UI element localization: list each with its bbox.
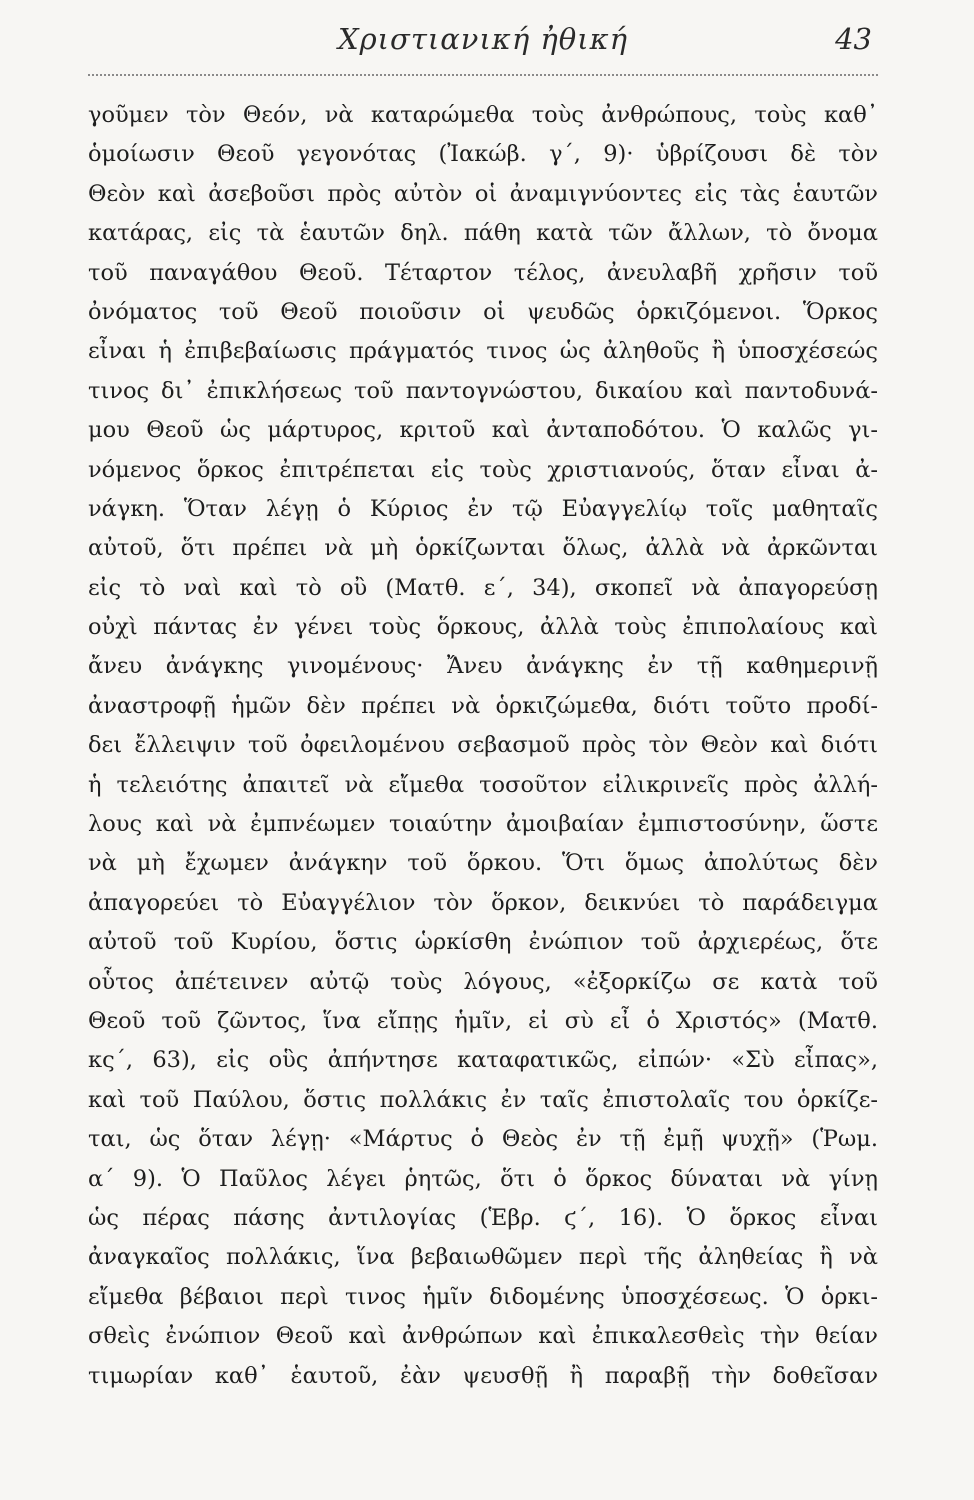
text-line: οὐχὶ πάντας ἐν γένει τοὺς ὅρκους, ἀλλὰ τοὺς ἐπιπολαίους καὶ <box>88 614 878 641</box>
text-line: ἀναστροφῇ ἡμῶν δὲν πρέπει νὰ ὁρκιζώμεθα, διότι τοῦτο προδί- <box>88 692 878 719</box>
text-line: εἰς τὸ ναὶ καὶ τὸ οὒ (Ματθ. ε΄, 34), σκοπεῖ νὰ ἀπαγορεύσῃ <box>88 574 878 601</box>
text-line: ἄνευ ἀνάγκης γινομένους· Ἄνευ ἀνάγκης ἐν τῇ καθημερινῇ <box>88 653 878 680</box>
text-line: ὀνόματος τοῦ Θεοῦ ποιοῦσιν οἱ ψευδῶς ὁρκιζόμενοι. Ὅρκος <box>88 298 878 325</box>
text-line: οὗτος ἀπέτεινεν αὐτῷ τοὺς λόγους, «ἐξορκίζω σε κατὰ τοῦ <box>88 968 878 995</box>
text-line: εἶναι ἡ ἐπιβεβαίωσις πράγματός τινος ὡς ἀληθοῦς ἢ ὑποσχέσεώς <box>88 338 878 365</box>
text-line: ἡ τελειότης ἀπαιτεῖ νὰ εἴμεθα τοσοῦτον εἰλικρινεῖς πρὸς ἀλλή- <box>88 771 878 798</box>
text-line: μου Θεοῦ ὡς μάρτυρος, κριτοῦ καὶ ἀνταποδότου. Ὁ καλῶς γι- <box>88 417 878 444</box>
text-line: ἀναγκαῖος πολλάκις, ἵνα βεβαιωθῶμεν περὶ τῆς ἀληθείας ἢ νὰ <box>88 1244 878 1271</box>
text-line: λους καὶ νὰ ἐμπνέωμεν τοιαύτην ἀμοιβαίαν ἐμπιστοσύνην, ὥστε <box>88 811 878 838</box>
text-line: κατάρας, εἰς τὰ ἑαυτῶν δηλ. πάθη κατὰ τῶν ἄλλων, τὸ ὄνομα <box>88 220 878 247</box>
text-line: Θεὸν καὶ ἀσεβοῦσι πρὸς αὐτὸν οἱ ἀναμιγνύοντες εἰς τὰς ἑαυτῶν <box>88 180 878 207</box>
body-text <box>88 96 878 1396</box>
text-line: α΄ 9). Ὁ Παῦλος λέγει ῥητῶς, ὅτι ὁ ὅρκος δύναται νὰ γίνῃ <box>88 1165 878 1192</box>
text-line: αὐτοῦ τοῦ Κυρίου, ὅστις ὡρκίσθη ἐνώπιον τοῦ ἀρχιερέως, ὅτε <box>88 929 878 956</box>
text-line: νόμενος ὅρκος ἐπιτρέπεται εἰς τοὺς χριστιανούς, ὅταν εἶναι ἀ- <box>88 456 878 483</box>
text-line: αὐτοῦ, ὅτι πρέπει νὰ μὴ ὁρκίζωνται ὅλως, ἀλλὰ νὰ ἀρκῶνται <box>88 535 878 562</box>
text-line: δει ἔλλειψιν τοῦ ὀφειλομένου σεβασμοῦ πρὸς τὸν Θεὸν καὶ διότι <box>88 732 878 759</box>
text-line: νάγκη. Ὅταν λέγῃ ὁ Κύριος ἐν τῷ Εὐαγγελίῳ τοῖς μαθηταῖς <box>88 495 878 522</box>
running-title: Χριστιανική ἠθική <box>337 22 629 56</box>
text-line: ται, ὡς ὅταν λέγῃ· «Μάρτυς ὁ Θεὸς ἐν τῇ ἐμῇ ψυχῇ» (Ῥωμ. <box>88 1126 878 1153</box>
text-line: τιμωρίαν καθ᾽ ἑαυτοῦ, ἐὰν ψευσθῇ ἢ παραβῇ τὴν δοθεῖσαν <box>88 1362 878 1389</box>
text-line: τινος δι᾽ ἐπικλήσεως τοῦ παντογνώστου, δικαίου καὶ παντοδυνά- <box>88 377 878 404</box>
text-line: νὰ μὴ ἔχωμεν ἀνάγκην τοῦ ὅρκου. Ὅτι ὅμως ἀπολύτως δὲν <box>88 850 878 877</box>
text-line: γοῦμεν τὸν Θεόν, νὰ καταρώμεθα τοὺς ἀνθρώπους, τοὺς καθ᾽ <box>88 102 878 128</box>
text-line: εἴμεθα βέβαιοι περὶ τινος ἡμῖν διδομένης ὑποσχέσεως. Ὁ ὁρκι- <box>88 1283 878 1310</box>
header-rule <box>88 74 878 76</box>
text-line: ὡς πέρας πάσης ἀντιλογίας (Ἑβρ. ϛ΄, 16). Ὁ ὅρκος εἶναι <box>88 1204 878 1231</box>
text-line: σθεὶς ἐνώπιον Θεοῦ καὶ ἀνθρώπων καὶ ἐπικαλεσθεὶς τὴν θείαν <box>88 1323 878 1350</box>
text-line: Θεοῦ τοῦ ζῶντος, ἵνα εἴπῃς ἡμῖν, εἰ σὺ εἶ ὁ Χριστός» (Ματθ. <box>88 1007 878 1034</box>
text-line: ὁμοίωσιν Θεοῦ γεγονότας (Ἰακώβ. γ΄, 9)· ὑβρίζουσι δὲ τὸν <box>88 141 878 168</box>
text-line: κς΄, 63), εἰς οὓς ἀπήντησε καταφατικῶς, εἰπών· «Σὺ εἶπας», <box>88 1047 878 1074</box>
text-line: ἀπαγορεύει τὸ Εὐαγγέλιον τὸν ὅρκον, δεικνύει τὸ παράδειγμα <box>88 889 878 916</box>
page-number: 43 <box>835 22 872 56</box>
page-header <box>88 22 878 62</box>
text-line: τοῦ παναγάθου Θεοῦ. Τέταρτον τέλος, ἀνευλαβῆ χρῆσιν τοῦ <box>88 259 878 286</box>
text-line: καὶ τοῦ Παύλου, ὅστις πολλάκις ἐν ταῖς ἐπιστολαῖς του ὁρκίζε- <box>88 1086 878 1113</box>
